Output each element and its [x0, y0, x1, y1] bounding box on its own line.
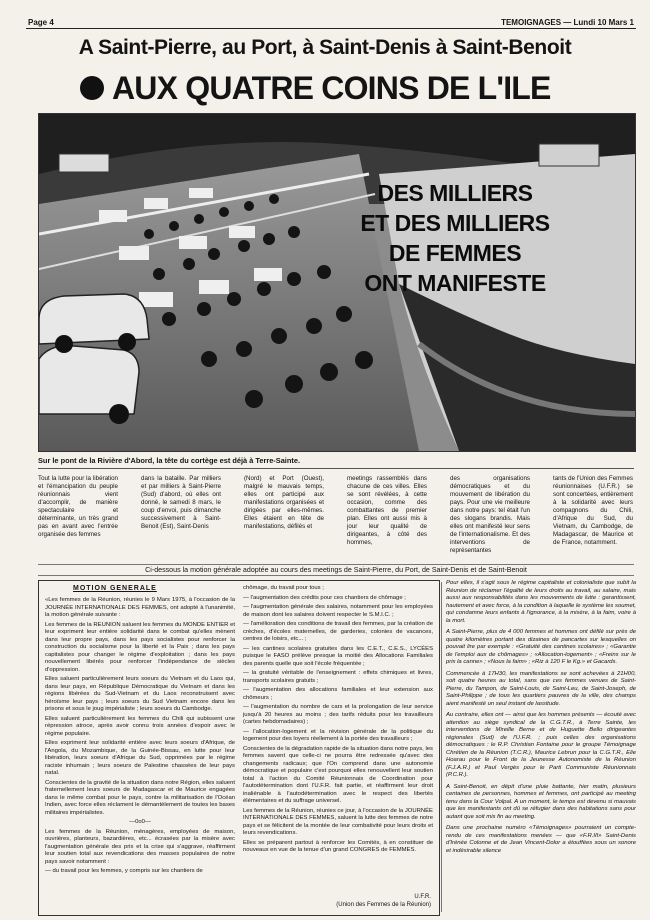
intro-column: (Nord) et Port (Ouest), malgré le mauvais temps, elles ont participé aux manifestations organisées et dirigées par elles-mêmes. Elles étaient en tête de manifestations, défilés et	[244, 475, 324, 530]
motion-paragraph: Les femmes de la Réunion, réunies ce jour, à l'occasion de la JOURNÉE INTERNATIONALE DES FEMMES, saluent la lutte des femmes de notre pays et se félicitent de la montée de leur combativité pour leurs droits et leurs revendications.	[243, 807, 433, 836]
motion-paragraph: — l'allocation-logement et la révision générale de la politique du logement pour des loyers réellement à la portée des travailleurs ;	[243, 728, 433, 742]
overlay-line: ET DES MILLIERS	[360, 210, 550, 236]
masthead-date: TEMOIGNAGES — Lundi 10 Mars 1	[501, 18, 634, 27]
motion-paragraph: — l'augmentation du nombre de cars et la prolongation de leur service jusqu'à 20 heures au moins ; des tarifs réduits pour les travailleurs (cartes hebdomadaires) ;	[243, 704, 433, 725]
bullet-icon	[80, 76, 104, 100]
intro-text	[38, 475, 634, 561]
motion-paragraph: «Les femmes de la Réunion, réunies le 9 Mars 1975, à l'occasion de la JOURNÉE INTERNATIONALE DES FEMMES, ont adopté à l'unanimité, la motion générale suivante :	[45, 597, 235, 618]
motion-paragraph: — l'augmentation des crédits pour ces chantiers de chômage ;	[243, 594, 406, 601]
motion-separator: —0o0—	[129, 819, 151, 825]
motion-paragraph: Les femmes de la Réunion, ménagères, employées de maison, ouvrières, planteurs, bazardières, etc... écrasées par la misère avec l'augmentation générale des prix et la crise qui s'aggrave, réaffirment leur soutien total aux revendications des masses populaires de notre pays savoir notamment :	[45, 828, 235, 865]
headline	[80, 70, 551, 107]
motion-paragraph: Elles se préparent partout à renforcer les Comités, à en constituer de nouveaux en vue de la tenue d'un grand CONGRES de FEMMES.	[243, 839, 433, 853]
motion-signature	[336, 893, 431, 909]
motion-banner: Ci-dessous la motion générale adoptée au cours des meetings de Saint-Pierre, du Port, de Saint-Denis et de Saint-Benoit	[38, 564, 634, 576]
motion-paragraph: chômage, du travail pour tous ;	[243, 585, 324, 591]
photo-overlay-title	[305, 178, 605, 298]
motion-generale-box	[38, 580, 440, 916]
report-column	[446, 580, 636, 859]
intro-column: Tout la lutte pour la libération et l'émancipation du peuple réunionnais vient d'accomplir, de manière spectaculaire et déterminante, un très grand pas en avant avec l'entrée organisée des femmes	[38, 475, 118, 538]
motion-paragraph: Les femmes de la REUNION saluent les femmes du MONDE ENTIER et leur expriment leur entière solidarité dans le combat qu'elles mènent dans leur propre pays, dans les pays socialistes pour renforcer la construction du socialisme pour la liberté et la Paix ; dans les pays capitalistes pour changer le régime d'exploitation ; dans les pays nouvellement libérés pour renforcer l'indépendance de siècles d'oppression.	[45, 621, 235, 673]
report-paragraph: Pour elles, il s'agit sous le régime capitaliste et colonialiste que subit la Réunion de réclamer l'égalité de leurs droits au travail, au salaire, mais aussi aux responsabilités dans les mouvements de lutte : garantissent, hautement et avec force, à la condition à laquelle le système les soumet, qui condamne leurs enfants à l'ignorance, à la misère, à la faim, voire à la mort.	[446, 580, 636, 624]
intro-column: dans la bataille. Par milliers et par milliers à Saint-Pierre (Sud) d'abord, où elles ont donné, le samedi 8 mars, le coup d'envoi, puis dimanche successivement à Saint-Benoit (Est), Saint-Denis	[141, 475, 221, 530]
photo-caption: Sur le pont de la Rivière d'Abord, la tête du cortège est déjà à Terre-Sainte.	[38, 456, 301, 465]
column-divider	[441, 582, 442, 912]
motion-paragraph: — les cantines scolaires gratuites dans les C.E.T., C.E.S., LYCÉES puisque le FASO prélève presque la moitié des Allocations Familiales des parents quelle que soit l'école fréquentée ;	[243, 645, 433, 667]
motion-paragraph: Elles saluent particulièrement leurs soeurs du Vietnam et du Laos qui, dans leur pays, en République Démocratique du Vietnam et dans les régions libérées du Sud-Vietnam et du Laos reconstruisent avec héroïsme leur pays ; leurs soeurs du Sud Vietnam encore dans les prisons et sous le joug impérialiste ; leurs soeurs du Cambodge.	[45, 676, 235, 712]
overlay-line: DE FEMMES	[388, 240, 522, 266]
signature-org: U.F.R.	[414, 894, 431, 900]
report-paragraph: Dans une prochaine numéro «Témoignages» pourraient un compte-rendu de ces manifestations menées — que «F.R.III» Saint-Denis d'Irénée Colonne et de Jean Vincent-Dolor a étouffées sous un sonore et indésirable silence	[446, 825, 636, 854]
motion-paragraph: — la gratuité véritable de l'enseignement : effets chimiques et livres, transports scolaires gratuits ;	[243, 670, 433, 684]
report-paragraph: A Saint-Pierre, plus de 4 000 femmes et hommes ont défilé sur près de quatre kilomètres portant des dizaines de pancartes sur lesquelles on pouvait lire par exemple : «Gratuité des cantines scolaires» ; «Garantie de l'emploi aux de chômages» ; «Allocation-logement» ; «Freins sur le prix la canne» ; «Nous la faim» ; «Riz à 120 F le Kg.» et Gacards.	[446, 629, 636, 665]
report-paragraph: Au contraire, elles ont — ainsi que les hommes présents — écouté avec attention au siège syndical de la C.G.T.R., à Terre Sainte, les interventions de Mireille Berne et de Huguette Bello dirigeantes régionales (Sud) de l'U.F.R. ; puis celles des organisations démocratiques : le R.P. Christian Fontaine pour le groupe Témoignage Chrétien de la Réunion (T.C.R.), Maurice Lebrun pour la C.G.T.R., Elie Hoarau pour le Front de la Jeunesse Autonomiste de la Réunion (F.J.A.R.) et Paul Vergès pour le Parti Communiste Réunionnais (P.C.R.).	[446, 712, 636, 778]
report-paragraph: A Saint-Benoit, en dépit d'une pluie battante, hier matin, plusieurs centaines de personnes, hommes et femmes, ont participé au meeting tenu dans la Cour Volpal. A un moment, le temps est devenu si mauvais que les manifestants ont dû se réfugier dans des habitations sans pour autant que soit mis fin au meeting.	[446, 783, 636, 820]
intro-column: meetings rassemblés dans chacune de ces villes. Elles se sont révélées, à cette occasion, comme des combattantes de premier plan. Elles ont aussi mis à jour leur qualité de dirigeantes, à côté des hommes,	[347, 475, 427, 546]
report-paragraph: Commencée à 17H30, les manifestations se sont achevées à 21H00, soit quatre heures au total, sans que ces femmes venues de Saint-Pierre, du Tampon, de Saint-Louis, de Saint-Leu, de Saint-Joseph, de Saint-Philippe ; de tous les quartiers pauvres de la ville, des champs aient manifesté un seul instant de lassitude.	[446, 670, 636, 707]
overlay-line: ONT MANIFESTE	[364, 270, 546, 296]
motion-paragraph: Elles saluent particulièrement les femmes du Chili qui subissent une répression atroce, après avoir connu trois années d'espoir avec le régime populaire.	[45, 715, 235, 737]
intro-column: des organisations démocratiques et du mouvement de libération du pays. Pour une vie meilleure dans notre pays: tel était l'un des slogans brandis. Mais elles ont manifesté leur sens de l'internationalisme. Et des interventions de représentantes	[450, 475, 530, 554]
intro-column: tants de l'Union des Femmes réunionnaises (U.F.R.) se sont concertées, entièrement à la solidarité avec leurs compagnons du Chili, d'Afrique du Sud, du Vietnam, du Cambodge, de Madagascar, de Maurice et de France, notamment.	[553, 475, 633, 546]
caption-rule	[38, 468, 634, 469]
motion-paragraph: — l'amélioration des conditions de travail des femmes, par la création de crèches, d'écoles maternelles, de garderies, colonies de vacances, centres de loisirs, etc... ;	[243, 621, 433, 642]
headline-text: AUX QUATRE COINS DE L'ILE	[112, 70, 551, 106]
motion-right-column	[243, 585, 433, 857]
motion-paragraph: Conscientes de la gravité de la situation dans notre Région, elles saluent fraternellement leurs soeurs de Madagascar et de Maurice engagées dans le même combat pour le pays, contre la militarisation de l'Océan Indien, avec force elles réclament le démantèlement de toutes les bases militaires impérialistes.	[45, 779, 235, 816]
page-number: Page 4	[28, 18, 54, 27]
signature-org-full: (Union des Femmes de la Réunion)	[336, 902, 431, 908]
overlay-line: DES MILLIERS	[377, 180, 533, 206]
motion-title: MOTION GENERALE	[73, 585, 157, 592]
motion-paragraph: Elles expriment leur solidarité entière avec leurs soeurs d'Afrique, de l'Angola, du Mozambique, de la Guinée-Bissau, en lutte pour leur libération, leurs soeurs d'Afrique du Sud, opprimées par le régime raciste inhumain ; leurs soeurs de Palestine chassées de leur pays natal.	[45, 740, 235, 776]
motion-paragraph: — du travail pour les femmes, y compris sur les chantiers de	[45, 868, 203, 874]
motion-left-column	[45, 597, 235, 878]
top-rule	[26, 28, 636, 29]
demonstration-photo	[38, 113, 636, 452]
motion-paragraph: — l'augmentation générale des salaires, notamment pour les employées de maison dont les salaires doivent respecter le S.M.I.C. ;	[243, 604, 433, 618]
motion-paragraph: — l'augmentation des allocations familiales et leur extension aux chômeurs ;	[243, 687, 433, 701]
kicker: A Saint-Pierre, au Port, à Saint-Denis à Saint-Benoit	[78, 36, 572, 59]
motion-paragraph: Conscientes de la dégradation rapide de la situation dans notre pays, les femmes savent que celle-ci ne pourra être redressée qu'avec des changements radicaux; que l'On comprend dans une autonomie démocratique et populaire c'est pourquoi elles renouvellent leur soutien total à l'action du Comité Réunionnais de Coordination pour l'autodétermination dont l'U.F.R. fait partie, et réaffirment leur droit inaliénable à l'autodétermination avec le respect des libertés élémentaires et du suffrage universel.	[243, 745, 433, 804]
